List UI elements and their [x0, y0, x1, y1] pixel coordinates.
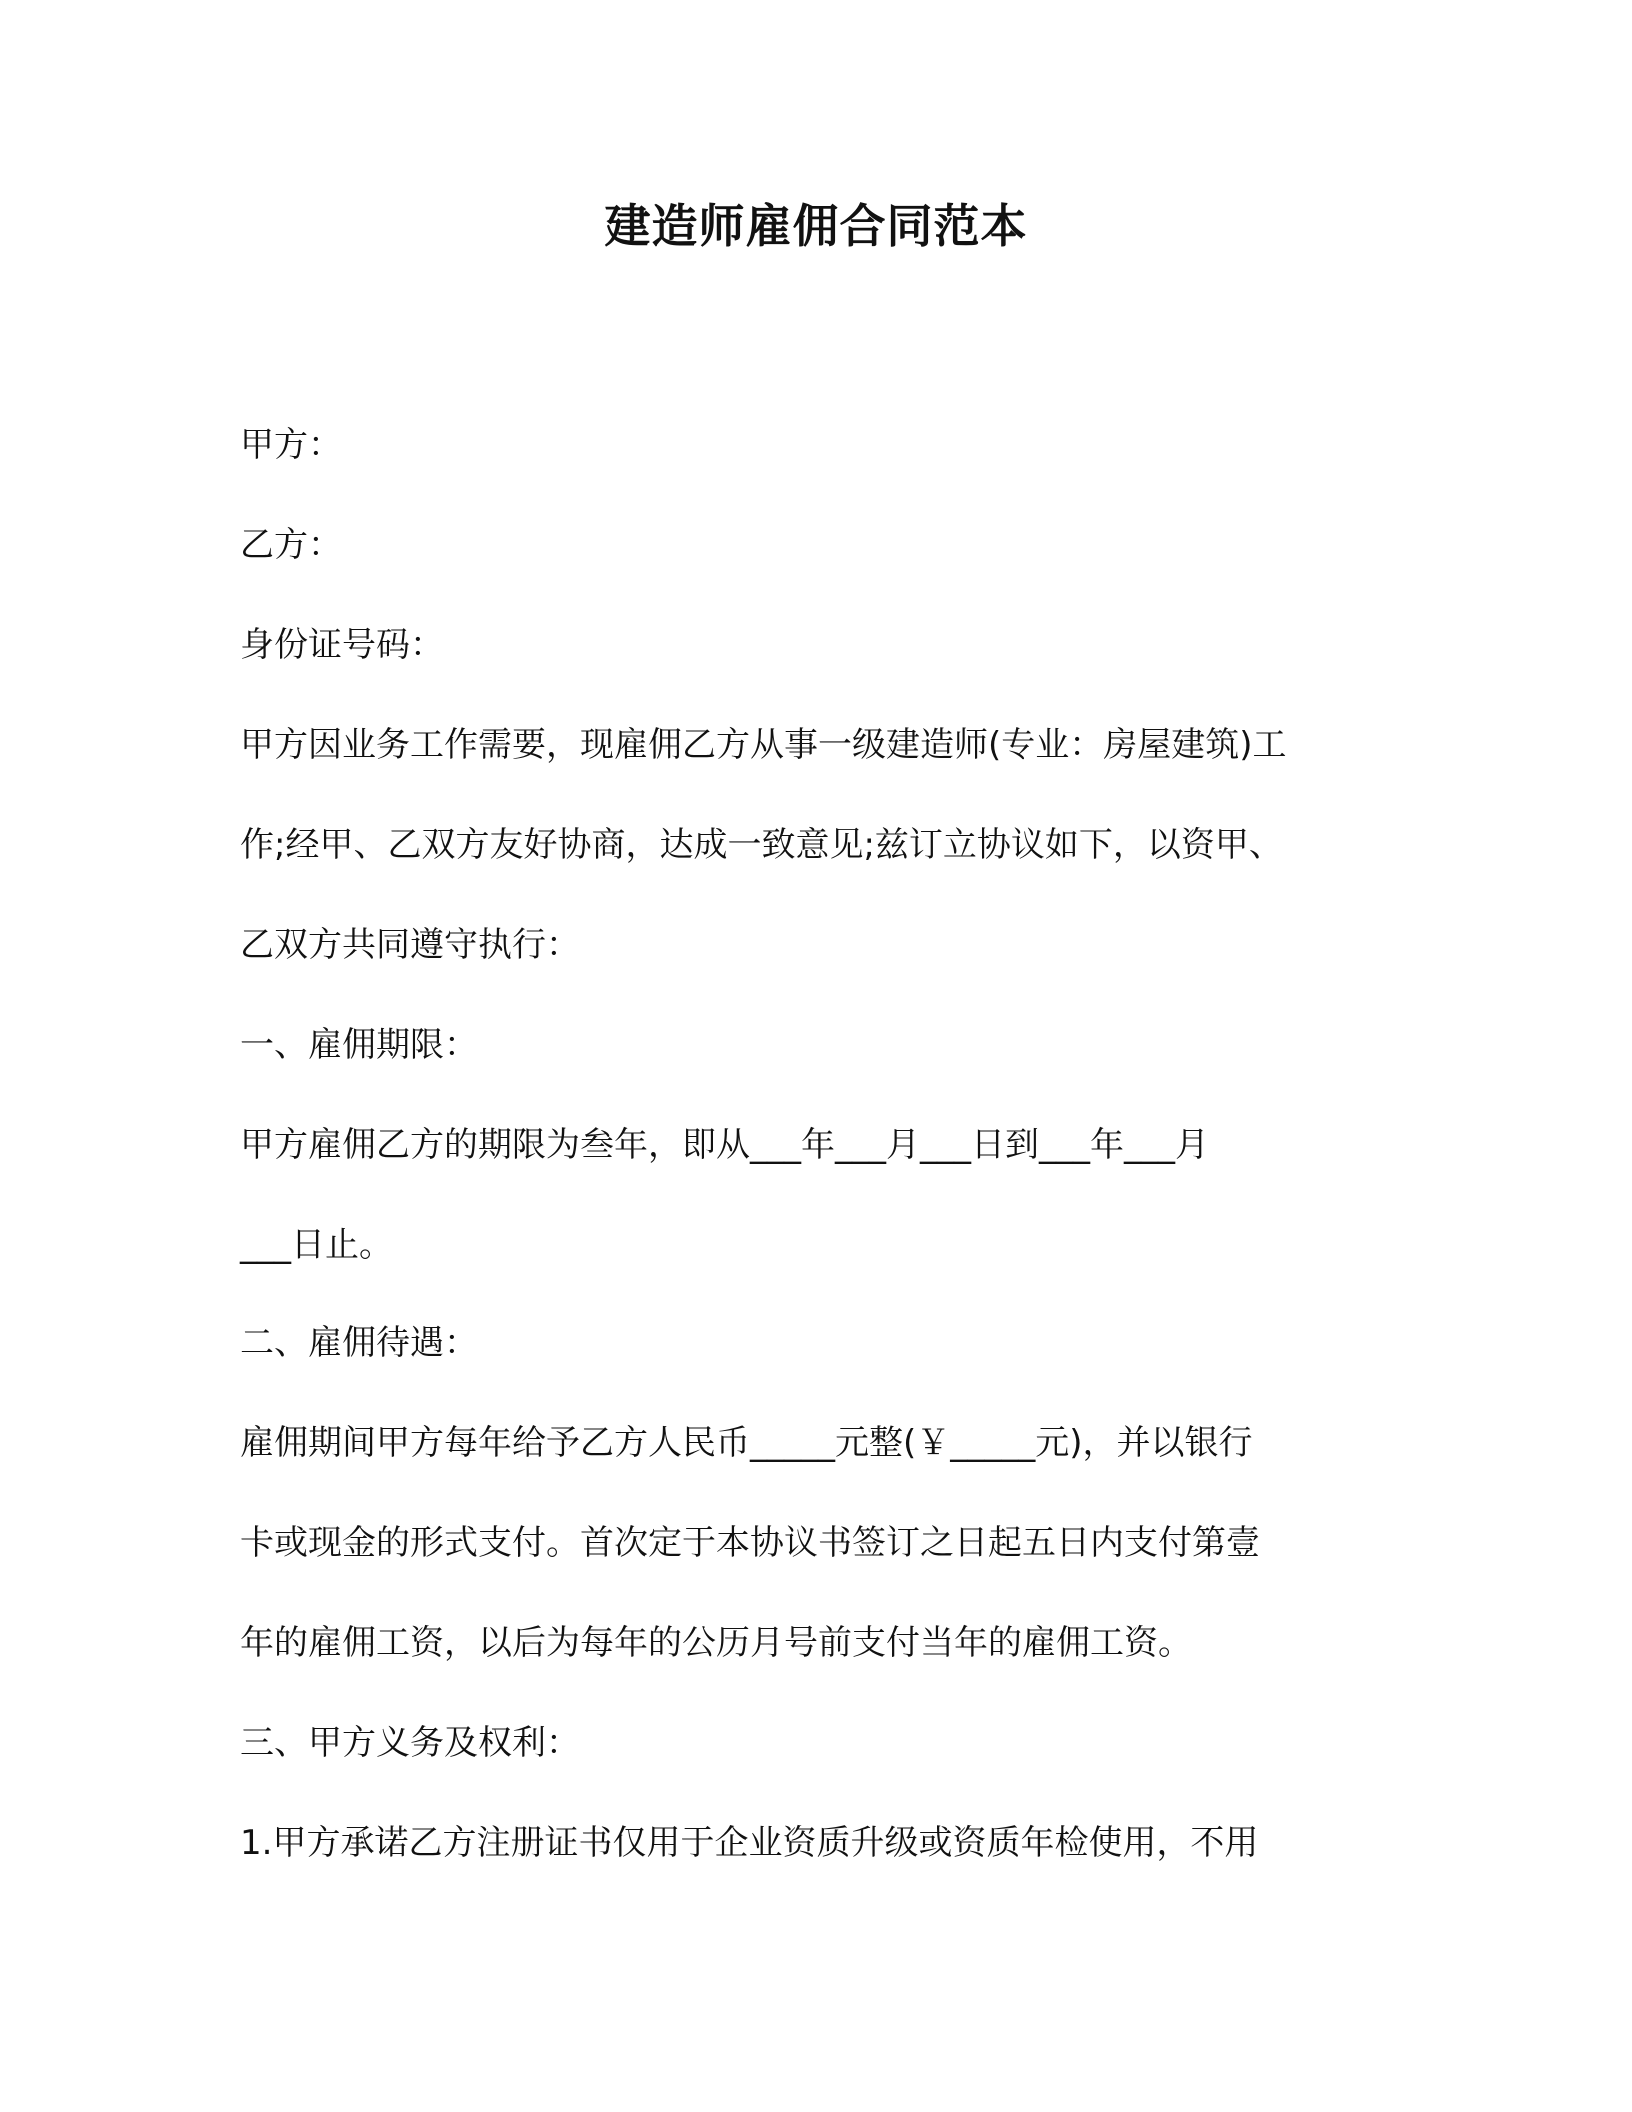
section-heading: 三、甲方义务及权利：: [240, 1723, 580, 1763]
section-heading: 一、雇佣期限：: [240, 1025, 478, 1065]
document-title: 建造师雇佣合同范本: [604, 199, 1028, 253]
paragraph-line: 甲方雇佣乙方的期限为叁年，即从___年___月___日到___年___月: [240, 1125, 1209, 1165]
party-b-line: 乙方：: [240, 525, 342, 565]
paragraph-line: 雇佣期间甲方每年给予乙方人民币_____元整(￥_____元)，并以银行: [240, 1423, 1253, 1463]
section-heading: 二、雇佣待遇：: [240, 1323, 478, 1363]
paragraph-line: ___日止。: [240, 1225, 393, 1265]
paragraph-line: 乙双方共同遵守执行：: [240, 925, 580, 965]
paragraph-line: 作;经甲、乙双方友好协商，达成一致意见;兹订立协议如下，以资甲、: [240, 825, 1283, 865]
paragraph-line: 甲方因业务工作需要，现雇佣乙方从事一级建造师(专业：房屋建筑)工: [240, 725, 1287, 765]
paragraph-line: 1.甲方承诺乙方注册证书仅用于企业资质升级或资质年检使用，不用: [240, 1823, 1259, 1863]
paragraph-line: 卡或现金的形式支付。首次定于本协议书签订之日起五日内支付第壹: [240, 1523, 1260, 1563]
paragraph-line: 年的雇佣工资，以后为每年的公历月号前支付当年的雇佣工资。: [240, 1623, 1192, 1663]
party-a-line: 甲方：: [240, 425, 342, 465]
id-number-line: 身份证号码：: [240, 625, 444, 665]
